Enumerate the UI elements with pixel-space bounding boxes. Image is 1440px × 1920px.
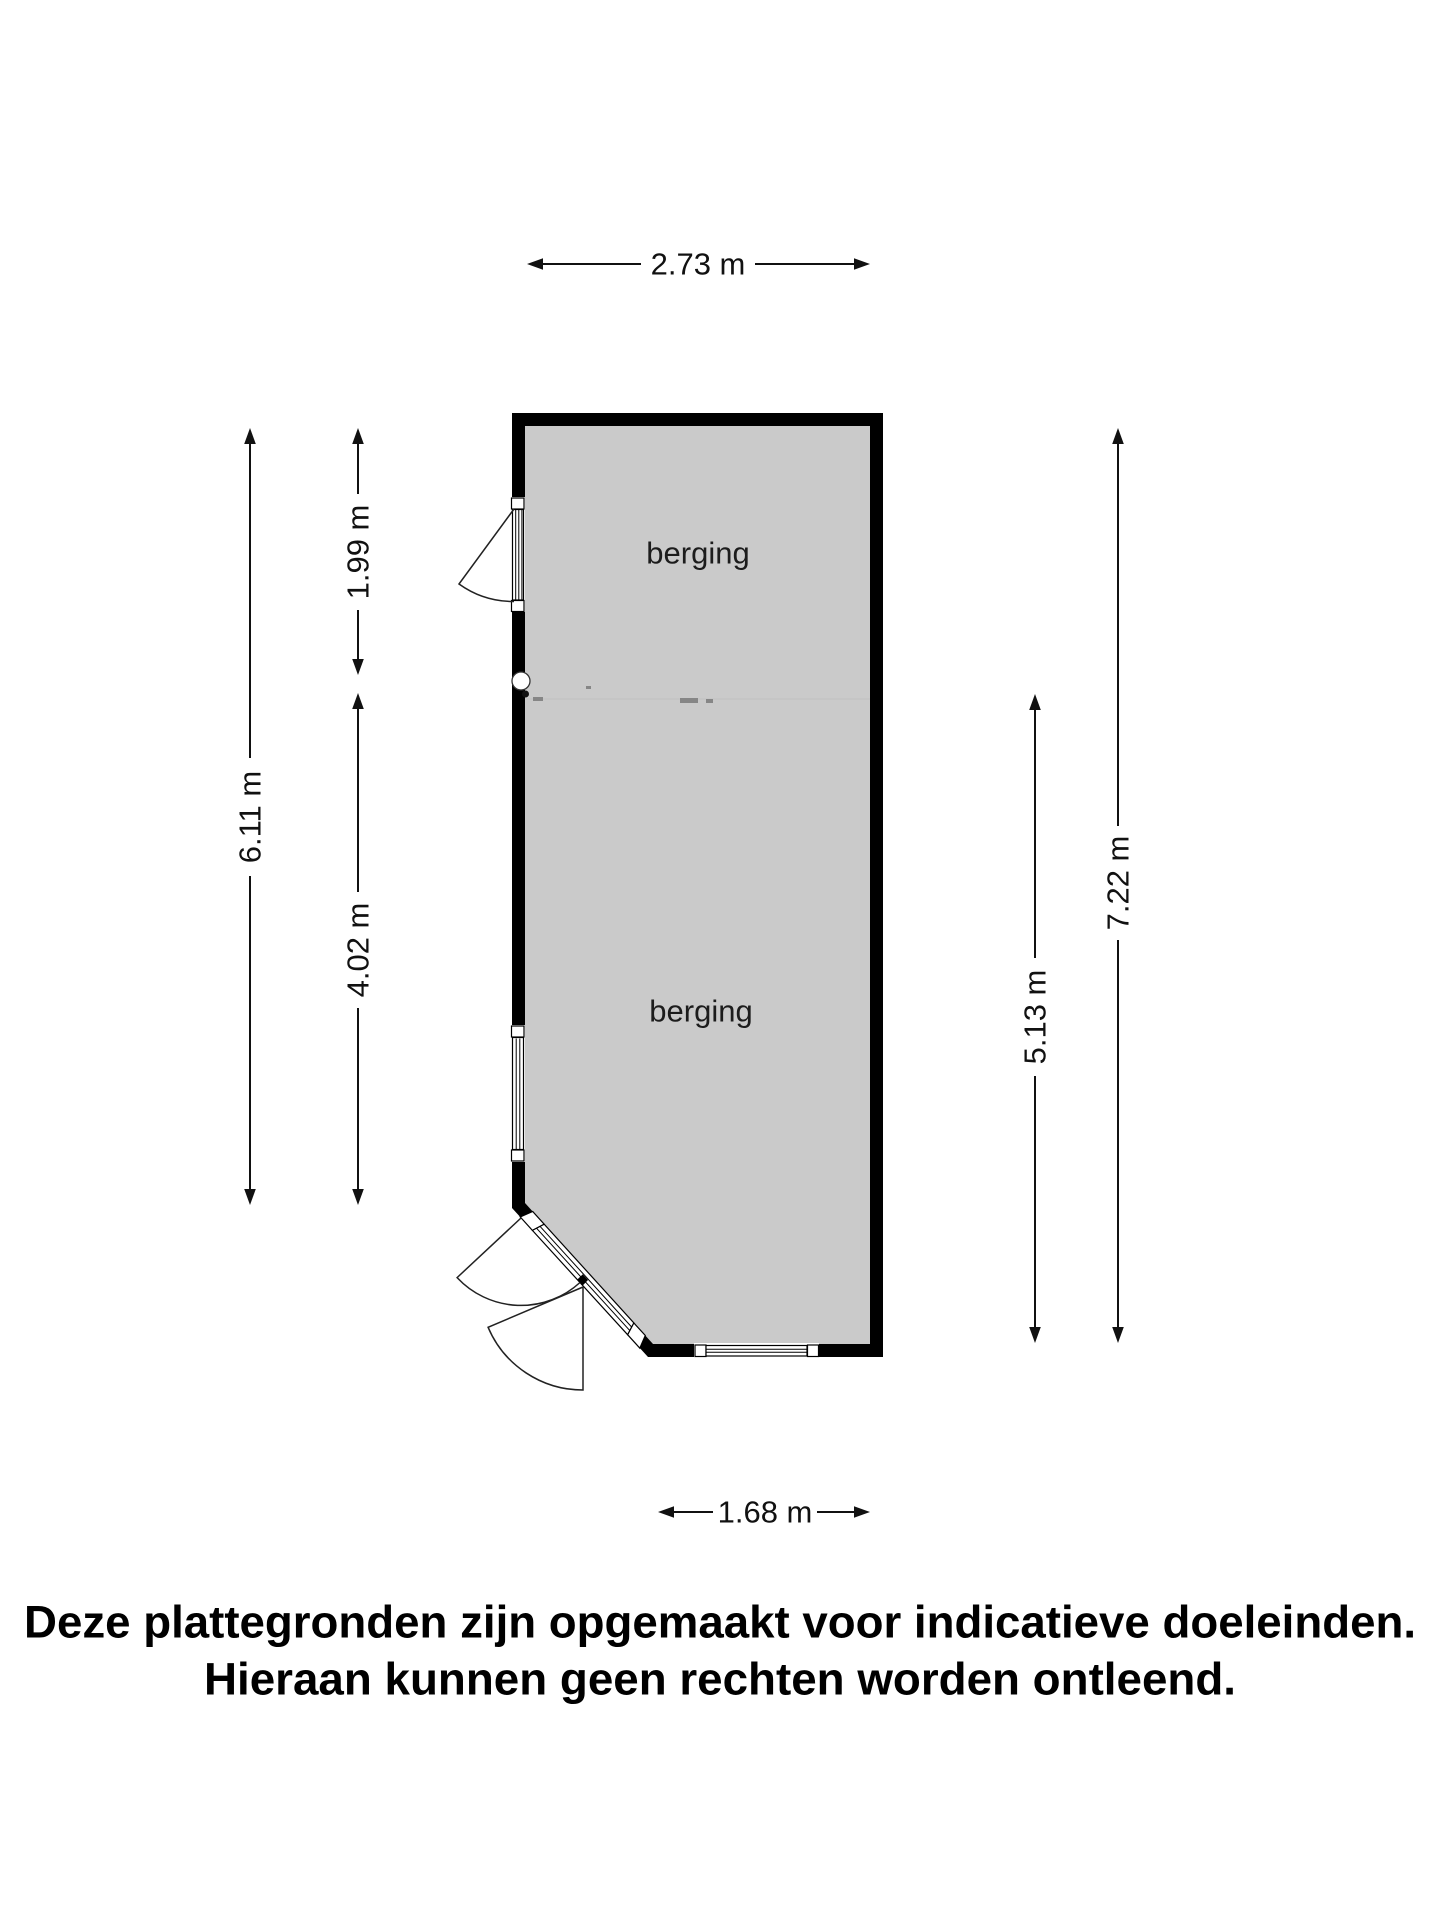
divider-mark bbox=[680, 698, 698, 703]
dimension-bottom-width bbox=[658, 1495, 870, 1530]
dimension-label: 1.99 m bbox=[340, 504, 376, 600]
arrow-down-icon bbox=[352, 659, 364, 675]
dimension-left-lower bbox=[341, 693, 376, 1205]
divider-mark bbox=[586, 686, 591, 689]
room-label-berging-lower: berging bbox=[649, 993, 753, 1029]
dimension-right-total bbox=[1101, 428, 1136, 1343]
arrow-up-icon bbox=[352, 428, 364, 444]
arrow-right-icon bbox=[854, 1506, 870, 1518]
window-frame bbox=[512, 1150, 525, 1161]
arrow-up-icon bbox=[1112, 428, 1124, 444]
arrow-down-icon bbox=[1112, 1327, 1124, 1343]
dimension-label: 7.22 m bbox=[1100, 835, 1136, 931]
disclaimer-line-1: Deze plattegronden zijn opgemaakt voor indicatieve doeleinden. bbox=[24, 1596, 1416, 1648]
divider-mark bbox=[706, 699, 713, 703]
door-frame bbox=[512, 498, 525, 509]
dimension-left-upper bbox=[341, 428, 376, 675]
window-frame bbox=[512, 1026, 525, 1037]
window-bottom bbox=[694, 1343, 819, 1358]
door-swing-arc bbox=[459, 509, 514, 602]
arrow-up-icon bbox=[244, 428, 256, 444]
arrow-left-icon bbox=[527, 258, 543, 270]
arrow-down-icon bbox=[1029, 1327, 1041, 1343]
arrow-right-icon bbox=[854, 258, 870, 270]
arrow-down-icon bbox=[244, 1189, 256, 1205]
disclaimer bbox=[24, 1597, 1416, 1705]
wall-notch bbox=[512, 672, 530, 690]
building bbox=[457, 413, 883, 1390]
disclaimer-line-2: Hieraan kunnen geen rechten worden ontleend. bbox=[204, 1653, 1236, 1705]
dimension-label: 6.11 m bbox=[232, 770, 268, 864]
dimension-label: 4.02 m bbox=[340, 902, 376, 998]
door-swing-arc bbox=[488, 1287, 583, 1390]
window-glass bbox=[513, 1038, 524, 1150]
window-left bbox=[511, 1025, 525, 1162]
wall-notch-dot bbox=[522, 691, 529, 698]
window-frame bbox=[808, 1345, 819, 1357]
divider-mark bbox=[533, 697, 543, 701]
dimension-label: 5.13 m bbox=[1017, 969, 1053, 1065]
room-label-berging-upper: berging bbox=[646, 535, 750, 571]
arrow-down-icon bbox=[352, 1189, 364, 1205]
dimension-left-total bbox=[233, 428, 268, 1205]
arrow-left-icon bbox=[658, 1506, 674, 1518]
window-glass bbox=[706, 1346, 807, 1357]
dimension-right-inner bbox=[1018, 694, 1053, 1343]
entry-door-left bbox=[459, 497, 525, 612]
window-frame bbox=[695, 1345, 706, 1357]
arrow-up-icon bbox=[352, 693, 364, 709]
dimension-label: 2.73 m bbox=[650, 246, 746, 282]
dimension-top-width bbox=[527, 247, 870, 282]
dimension-label: 1.68 m bbox=[717, 1494, 813, 1530]
arrow-up-icon bbox=[1029, 694, 1041, 710]
